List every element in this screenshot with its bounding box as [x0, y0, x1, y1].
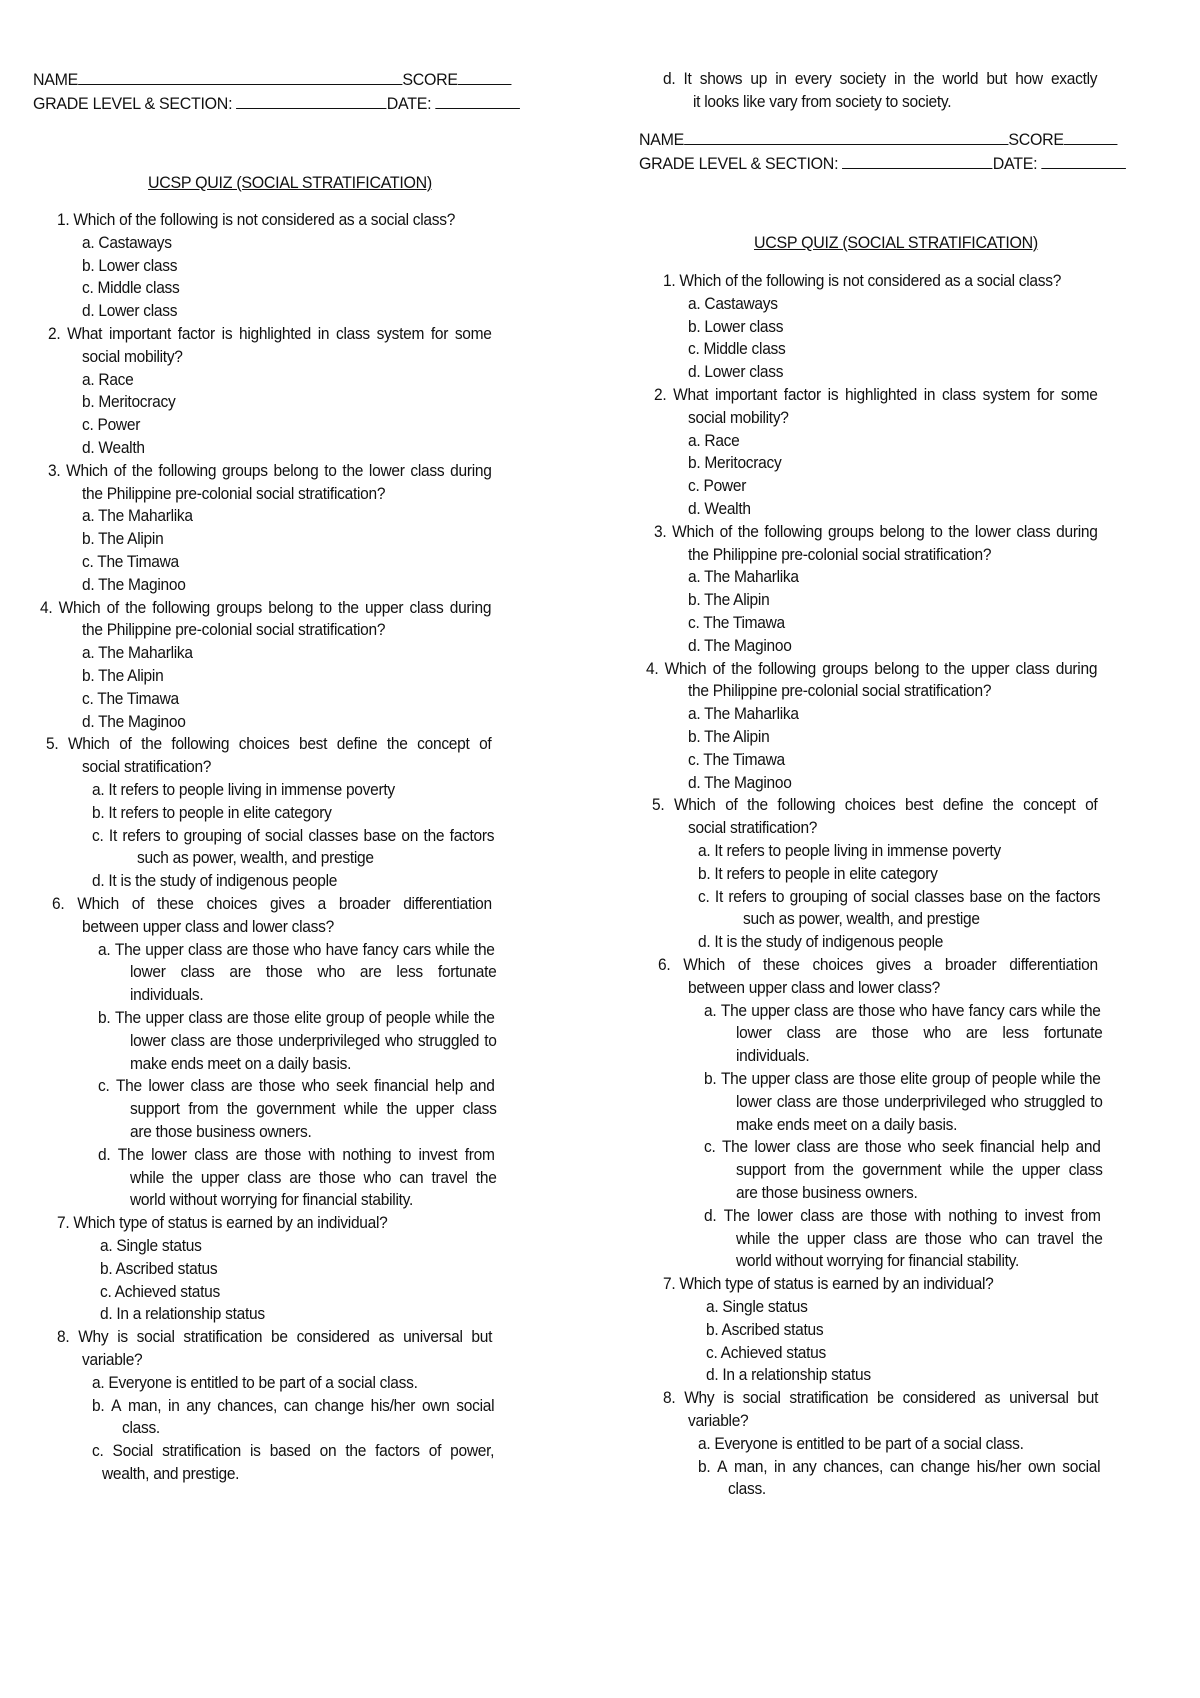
name-score-row: [639, 128, 1117, 151]
question-4-option-c: c. The Timawa: [82, 689, 179, 708]
question-4-text: the Philippine pre-colonial social stratification?: [688, 682, 992, 701]
question-7-option-b: b. Ascribed status: [706, 1320, 824, 1339]
grade-date-row: [639, 152, 1126, 175]
question-6-option-a: individuals.: [130, 986, 204, 1005]
question-5-option-b: b. It refers to people in elite category: [698, 864, 938, 883]
question-3-option-c: c. The Timawa: [82, 553, 179, 571]
question-1-option-a: a. Castaways: [688, 294, 778, 313]
question-5-option-a: a. It refers to people living in immense poverty: [698, 842, 1001, 860]
question-6-option-b: make ends meet on a daily basis.: [736, 1115, 958, 1134]
question-5-text: 5. Which of the following choices best define the concept of: [46, 735, 492, 754]
question-4-option-b: b. The Alipin: [688, 728, 770, 746]
question-1-option-d: d. Lower class: [82, 302, 178, 321]
question-4-option-b: b. The Alipin: [82, 667, 164, 685]
question-6-option-d: while the upper class are those who can travel the: [130, 1168, 497, 1187]
question-2-text: 2. What important factor is highlighted in class system for some: [48, 325, 492, 343]
name-label: NAME: [639, 130, 685, 149]
question-6-option-b: b. The upper class are those elite group of people while the: [704, 1070, 1101, 1088]
question-4-option-a: a. The Maharlika: [82, 644, 193, 663]
question-6-option-a: individuals.: [736, 1047, 810, 1066]
question-3-option-d: d. The Maginoo: [688, 636, 792, 655]
question-5-option-c: c. It refers to grouping of social classes base on the factors: [698, 887, 1101, 906]
question-3-text: the Philippine pre-colonial social stratification?: [688, 545, 992, 564]
question-1-option-b: b. Lower class: [82, 256, 178, 275]
question-6-option-a: lower class are those who are less fortunate: [130, 963, 497, 982]
question-3-text: 3. Which of the following groups belong to the lower class during: [48, 461, 492, 480]
question-5-text: social stratification?: [688, 819, 818, 838]
question-7-option-d: d. In a relationship status: [100, 1305, 265, 1324]
question-1-option-d: d. Lower class: [688, 363, 784, 382]
question-7-text: 7. Which type of status is earned by an individual?: [57, 1214, 388, 1233]
question-2-text: social mobility?: [688, 408, 789, 427]
question-6-option-c: support from the government while the upper class: [736, 1161, 1103, 1180]
quiz-title: UCSP QUIZ (SOCIAL STRATIFICATION): [754, 233, 1038, 252]
question-1-option-c: c. Middle class: [82, 279, 180, 298]
question-4-option-d: d. The Maginoo: [82, 712, 186, 731]
question-2-option-a: a. Race: [688, 431, 740, 450]
question-3-option-c: c. The Timawa: [688, 614, 785, 632]
question-2-option-d: d. Wealth: [688, 500, 751, 518]
question-6-option-c: c. The lower class are those who seek financial help and: [704, 1138, 1101, 1157]
score-blank-field[interactable]: [1064, 128, 1118, 145]
question-1-text: 1. Which of the following is not considered as a social class?: [57, 211, 456, 229]
question-3-option-d: d. The Maginoo: [82, 575, 186, 594]
question-6-option-c: c. The lower class are those who seek financial help and: [98, 1077, 495, 1096]
date-label: DATE:: [992, 154, 1042, 173]
question-3-option-a: a. The Maharlika: [82, 507, 193, 526]
question-3-text: 3. Which of the following groups belong to the lower class during: [654, 522, 1098, 541]
question-4-option-c: c. The Timawa: [688, 750, 785, 769]
question-1-option-c: c. Middle class: [688, 340, 786, 359]
grade-section-blank-field[interactable]: [236, 92, 386, 109]
question-6-option-d: d. The lower class are those with nothing to invest from: [704, 1206, 1101, 1225]
question-2-option-c: c. Power: [82, 416, 141, 435]
question-7-option-c: c. Achieved status: [100, 1282, 220, 1301]
carryover-option-d: d. It shows up in every society in the world but how exactly: [663, 70, 1098, 88]
carryover-option-d-cont: it looks like vary from society to society.: [693, 93, 952, 111]
question-3-option-b: b. The Alipin: [688, 591, 770, 610]
quiz-title: UCSP QUIZ (SOCIAL STRATIFICATION): [148, 173, 432, 192]
question-4-option-d: d. The Maginoo: [688, 773, 792, 792]
question-6-option-c: are those business owners.: [736, 1184, 918, 1202]
question-7-option-b: b. Ascribed status: [100, 1259, 218, 1278]
question-4-text: 4. Which of the following groups belong to the upper class during: [40, 598, 492, 617]
question-6-option-c: are those business owners.: [130, 1123, 312, 1141]
question-6-option-a: a. The upper class are those who have fancy cars while the: [704, 1001, 1101, 1020]
question-6-text: between upper class and lower class?: [688, 978, 940, 997]
question-7-option-c: c. Achieved status: [706, 1343, 826, 1362]
question-8-text: 8. Why is social stratification be considered as universal but: [663, 1389, 1099, 1408]
question-7-option-d: d. In a relationship status: [706, 1366, 871, 1385]
question-6-option-a: a. The upper class are those who have fancy cars while the: [98, 940, 495, 959]
question-2-text: social mobility?: [82, 347, 183, 366]
question-5-text: 5. Which of the following choices best define the concept of: [652, 796, 1098, 815]
question-8-option-b: class.: [728, 1480, 766, 1499]
question-7-option-a: a. Single status: [706, 1298, 808, 1316]
question-5-option-c: such as power, wealth, and prestige: [137, 849, 374, 868]
question-8-option-b: b. A man, in any chances, can change his/her own social: [698, 1457, 1101, 1476]
name-blank-field[interactable]: [78, 68, 402, 85]
question-3-option-b: b. The Alipin: [82, 530, 164, 549]
question-8-text: variable?: [688, 1412, 749, 1430]
question-1-option-b: b. Lower class: [688, 317, 784, 336]
score-label: SCORE: [402, 70, 458, 89]
question-6-option-d: while the upper class are those who can travel the: [736, 1229, 1103, 1248]
question-5-option-b: b. It refers to people in elite category: [92, 803, 332, 822]
grade-section-label: GRADE LEVEL & SECTION:: [639, 154, 843, 173]
question-5-option-c: c. It refers to grouping of social classes base on the factors: [92, 826, 495, 845]
score-blank-field[interactable]: [458, 68, 512, 85]
question-8-option-a: a. Everyone is entitled to be part of a social class.: [698, 1434, 1024, 1453]
date-blank-field[interactable]: [1041, 152, 1126, 169]
question-6-option-b: b. The upper class are those elite group of people while the: [98, 1009, 495, 1027]
question-8-option-a: a. Everyone is entitled to be part of a social class.: [92, 1373, 418, 1392]
question-6-text: between upper class and lower class?: [82, 917, 334, 936]
question-6-option-d: d. The lower class are those with nothing to invest from: [98, 1145, 495, 1164]
question-4-option-a: a. The Maharlika: [688, 705, 799, 724]
question-1-text: 1. Which of the following is not considered as a social class?: [663, 272, 1062, 290]
question-6-option-b: make ends meet on a daily basis.: [130, 1054, 352, 1073]
question-8-option-b: b. A man, in any chances, can change his/her own social: [92, 1396, 495, 1415]
question-1-option-a: a. Castaways: [82, 233, 172, 252]
question-8-text: 8. Why is social stratification be considered as universal but: [57, 1328, 493, 1347]
grade-date-row: [33, 92, 520, 115]
question-7-option-a: a. Single status: [100, 1237, 202, 1255]
question-5-option-d: d. It is the study of indigenous people: [698, 933, 944, 952]
question-6-option-b: lower class are those underprivileged who struggled to: [130, 1031, 497, 1050]
grade-section-blank-field[interactable]: [842, 152, 992, 169]
date-label: DATE:: [386, 94, 436, 113]
question-3-text: the Philippine pre-colonial social stratification?: [82, 484, 386, 503]
question-6-option-d: world without worrying for financial stability.: [130, 1191, 413, 1210]
question-5-option-c: such as power, wealth, and prestige: [743, 910, 980, 929]
date-blank-field[interactable]: [435, 92, 520, 109]
question-6-option-b: lower class are those underprivileged who struggled to: [736, 1092, 1103, 1111]
question-2-option-c: c. Power: [688, 477, 747, 496]
score-label: SCORE: [1008, 130, 1064, 149]
question-5-text: social stratification?: [82, 758, 212, 777]
question-8-text: variable?: [82, 1351, 143, 1369]
question-8-option-c: wealth, and prestige.: [102, 1465, 240, 1483]
question-6-option-c: support from the government while the upper class: [130, 1100, 497, 1119]
question-2-option-b: b. Meritocracy: [82, 393, 176, 412]
question-6-text: 6. Which of these choices gives a broader differentiation: [52, 895, 492, 913]
question-6-option-d: world without worrying for financial stability.: [736, 1252, 1019, 1271]
question-7-text: 7. Which type of status is earned by an individual?: [663, 1275, 994, 1294]
grade-section-label: GRADE LEVEL & SECTION:: [33, 94, 237, 113]
question-4-text: 4. Which of the following groups belong to the upper class during: [646, 659, 1098, 678]
question-6-option-a: lower class are those who are less fortunate: [736, 1024, 1103, 1043]
question-2-option-b: b. Meritocracy: [688, 454, 782, 473]
question-8-option-b: class.: [122, 1419, 160, 1438]
question-6-text: 6. Which of these choices gives a broader differentiation: [658, 956, 1098, 974]
name-blank-field[interactable]: [684, 128, 1008, 145]
question-2-option-a: a. Race: [82, 370, 134, 389]
name-score-row: [33, 68, 511, 91]
question-3-option-a: a. The Maharlika: [688, 568, 799, 587]
question-4-text: the Philippine pre-colonial social stratification?: [82, 621, 386, 640]
question-5-option-a: a. It refers to people living in immense poverty: [92, 781, 395, 799]
name-label: NAME: [33, 70, 79, 89]
question-5-option-d: d. It is the study of indigenous people: [92, 872, 338, 891]
question-2-text: 2. What important factor is highlighted in class system for some: [654, 386, 1098, 404]
question-8-option-c: c. Social stratification is based on the factors of power,: [92, 1442, 495, 1461]
question-2-option-d: d. Wealth: [82, 439, 145, 457]
